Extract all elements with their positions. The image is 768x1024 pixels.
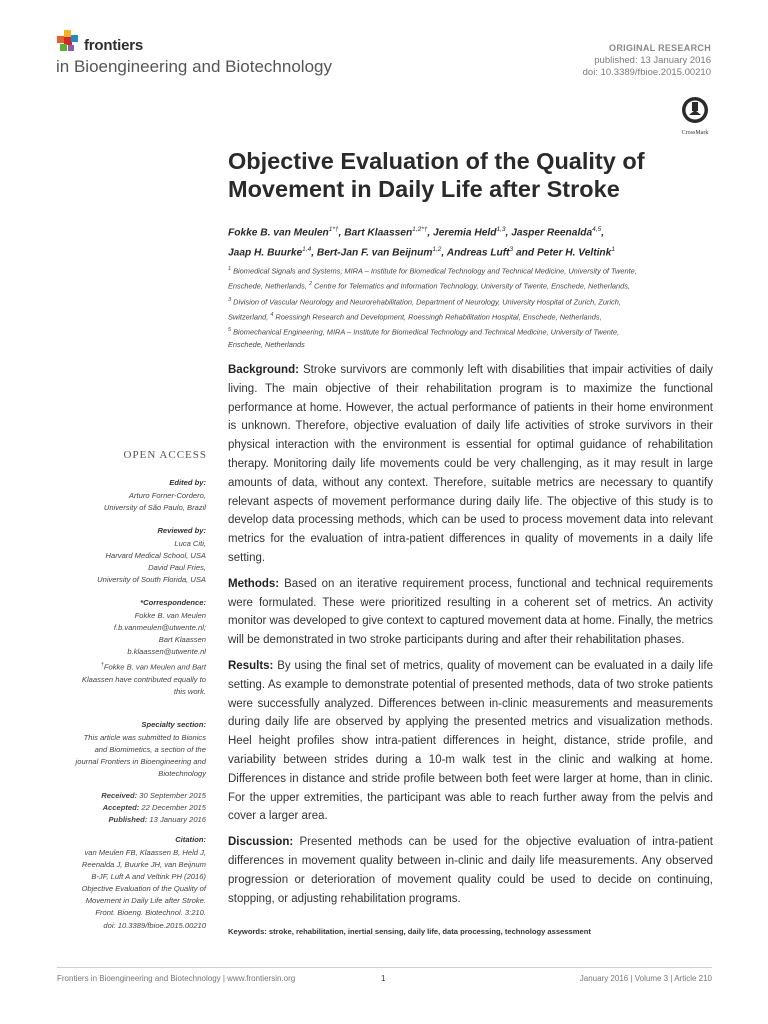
affil-text: Enschede, Netherlands, (228, 281, 309, 291)
footer-divider (57, 967, 712, 968)
section-heading: Background: (228, 364, 299, 376)
affil-text: Biomechanical Engineering, MIRA – Institute for Biomedical Technology and Technical Medicine, University of Twente, (231, 327, 620, 337)
correspondent-name: Bart Klaassen (158, 635, 206, 645)
affiliation-line (228, 324, 718, 339)
published-label: Published: (108, 815, 148, 825)
specialty-line: journal Frontiers in Bioengineering and (75, 757, 206, 767)
abstract-methods (228, 575, 713, 650)
reviewed-by-heading: Reviewed by: (157, 526, 206, 535)
abstract-background (228, 361, 713, 568)
affil-text: Biomedical Signals and Systems, MIRA – Institute for Biomedical Technology and Technical Medicine, University of Twente, (231, 266, 637, 276)
accepted-value: 22 December 2015 (139, 803, 206, 813)
affil-sup: 3 (228, 296, 232, 303)
citation-line: Front. Bioeng. Biotechnol. 3:210. (95, 908, 206, 918)
author-name[interactable]: Bert-Jan F. van Beijnum (316, 247, 433, 259)
affil-sup: 5 (228, 327, 232, 334)
edited-by-text (104, 490, 206, 514)
section-text: Based on an iterative requirement process, functional and technical requirements were formulated. These were prioritized resulting in a coherent set of metrics. An activity monitor was developed to give context to captured movement data at home. Finally, the metrics will be demonstrated in two stroke participants during and after their rehabilitation phases. (228, 577, 713, 647)
doi-link[interactable]: doi: 10.3389/fbioe.2015.00210 (582, 67, 711, 78)
keywords: Keywords: stroke, rehabilitation, inertial sensing, daily life, data processing, technology assessment (228, 927, 591, 936)
journal-name: in Bioengineering and Biotechnology (56, 57, 332, 76)
published-date-side (101, 814, 206, 826)
affiliation-line (228, 278, 718, 293)
note-line: Fokke B. van Meulen and Bart (103, 662, 206, 672)
author-name[interactable]: Jeremia Held (433, 227, 497, 239)
affiliation-line (228, 263, 718, 278)
author-name[interactable]: Jasper Reenalda (511, 227, 593, 239)
author-affil-sup: 1*† (328, 226, 339, 233)
crossmark-badge[interactable] (675, 96, 715, 140)
author-name[interactable]: Peter H. Veltink (536, 247, 612, 259)
article-type: ORIGINAL RESEARCH (609, 43, 711, 53)
equal-contribution-note (82, 659, 206, 698)
specialty-heading: Specialty section: (141, 720, 206, 729)
accepted-label: Accepted: (102, 803, 140, 813)
author-name[interactable]: Andreas Luft (446, 247, 510, 259)
affil-sup: 1 (228, 266, 232, 272)
correspondent-email[interactable]: b.klaassen@utwente.nl (127, 647, 206, 657)
note-line: Klaassen have contributed equally to (81, 674, 206, 684)
correspondence-heading: *Correspondence: (140, 598, 206, 607)
author-sep: , (338, 227, 345, 239)
citation-line: Reenalda J, Buurke JH, van Beijnum (81, 860, 206, 870)
affil-text: Switzerland, (228, 312, 271, 322)
crossmark-icon (681, 96, 709, 124)
note-line: this work. (173, 686, 206, 696)
affiliation-line (228, 339, 718, 352)
author-affil-sup: 1,3 (496, 226, 506, 233)
citation-heading: Citation: (175, 835, 206, 844)
crossmark-label: CrossMark (681, 130, 709, 136)
specialty-line: and Biomimetics, a section of the (94, 745, 206, 755)
correspondent-name: Fokke B. van Meulen (134, 611, 206, 620)
section-heading: Results: (228, 659, 274, 672)
footer-journal-link[interactable]: Frontiers in Bioengineering and Biotechnology | www.frontiersin.org (57, 974, 296, 983)
author-affil-sup: 4,5 (592, 226, 602, 233)
section-text: By using the final set of metrics, quality of movement can be evaluated in a daily life setting. As example to demonstrate potential of presented methods, data of two stroke patients were successfully analyzed. Differences between in-clinic measurements and measurements during daily life are observed by applying the presented metrics and visualization methods. Heel height profiles show intra-patient differences in height, distance, stride profile, and variability between strides during a 10-m walk test in the clinic and walking at home. Differences in distance and stride profile between both feet were larger at home, than in clinic. For the upper extremities, the participant was able to reach further away from the pelvis and cover a larger area. (228, 659, 713, 823)
abstract (228, 361, 713, 915)
article-meta (583, 42, 711, 80)
editor-affiliation: University of São Paulo, Brazil (103, 503, 206, 513)
open-access-label: OPEN ACCESS (123, 449, 207, 461)
author-sep: , (601, 227, 605, 239)
affil-sup: 2 (308, 281, 312, 288)
affil-text: Centre for Telematics and Information Technology, University of Twente, Enschede, Netherlands, (312, 281, 630, 291)
citation-doi[interactable]: doi: 10.3389/fbioe.2015.00210 (103, 920, 206, 930)
received-date (101, 790, 206, 802)
page-number: 1 (381, 974, 386, 983)
correspondence-text (114, 610, 206, 658)
author-sep: , (505, 227, 512, 239)
affiliation-line (228, 309, 718, 324)
title-line: Objective Evaluation of the Quality of (228, 148, 645, 174)
citation-text (81, 847, 206, 932)
affil-text: Roessingh Research and Development, Roessingh Rehabilitation Hospital, Enschede, Netherlands, (273, 312, 602, 322)
author-list (228, 221, 708, 262)
published-date: published: 13 January 2016 (594, 54, 711, 66)
affil-text: Division of Vascular Neurology and Neurorehabilitation, Department of Neurology, University Hospital of Zurich, Zurich, (231, 297, 621, 306)
author-affil-sup: 1,2 (432, 246, 442, 254)
correspondent-email[interactable]: f.b.vanmeulen@utwente.nl; (113, 623, 206, 633)
citation-line: van Meulen FB, Klaassen B, Held J, (84, 848, 206, 857)
author-sep: , (427, 227, 434, 239)
section-text: Presented methods can be used for the objective evaluation of intra-patient differences in movement quality between in-clinic and daily life measurements. Any observed progression or deterioration of movement quality could be used to decide on continuing, stopping, or adjusting rehabilitation programs. (228, 836, 713, 905)
citation-line: Objective Evaluation of the Quality of (81, 884, 206, 894)
affil-sup: 4 (270, 311, 274, 318)
author-affil-sup: 1,4 (302, 246, 312, 254)
affiliation-line (228, 294, 718, 309)
frontiers-logo-icon (56, 30, 80, 56)
abstract-discussion (228, 833, 713, 908)
abstract-results (228, 657, 713, 826)
specialty-line: This article was submitted to Bionics (83, 733, 206, 742)
title-line: Movement in Daily Life after Stroke (228, 176, 620, 202)
author-sep: , (441, 247, 447, 259)
published-value: 13 January 2016 (147, 815, 206, 825)
author-sep: , (311, 247, 317, 259)
affiliations (228, 263, 718, 352)
specialty-line: Biotechnology (158, 769, 206, 779)
citation-line: B-JF, Luft A and Veltink PH (2016) (91, 872, 206, 882)
dates-block (101, 790, 206, 826)
section-heading: Methods: (228, 577, 280, 590)
author-affil-sup: 1,2*† (412, 226, 428, 233)
section-text: Stroke survivors are commonly left with disabilities that impair activities of daily living. The main objective of their rehabilitation program is to maximize the functional performance at home. However, the actual performance of patients in their home environment is unknown. Therefore, objective evaluation of daily life activities of stroke survivors in their physical interaction with the environment is essential for optimal guidance of rehabilitation therapy. Monitoring daily life movements could be very challenging, as it may result in large amounts of data, without any context. Therefore, suitable metrics are necessary to quantify relevant aspects of movement performance during daily life. The objective of this study is to develop data processing methods, which can be used to process movement data into relevant metrics for the evaluation of intra-patient differences in quality of movements in a daily life setting. (228, 364, 713, 564)
edited-by-heading: Edited by: (169, 478, 206, 487)
reviewer-affiliation: Harvard Medical School, USA (105, 551, 206, 561)
reviewer-name: Luca Citi, (174, 539, 206, 548)
author-name[interactable]: Bart Klaassen (344, 227, 413, 239)
section-heading: Discussion: (228, 836, 294, 849)
received-value: 30 September 2015 (137, 791, 206, 800)
received-label: Received: (101, 791, 138, 800)
specialty-text (76, 732, 206, 780)
reviewed-by-text (97, 538, 206, 586)
author-name[interactable]: Fokke B. van Meulen (228, 227, 329, 239)
editor-name: Arturo Forner-Cordero, (128, 491, 206, 500)
affil-text: Enschede, Netherlands (228, 340, 305, 350)
dagger-sup: † (100, 662, 104, 668)
brand-name: frontiers (84, 37, 144, 54)
citation-line: Movement in Daily Life after Stroke. (85, 896, 206, 906)
footer-issue-info: January 2016 | Volume 3 | Article 210 (579, 974, 712, 983)
author-sep: and (513, 247, 537, 259)
author-affil-sup: 3 (509, 246, 514, 254)
reviewer-name: David Paul Fries, (148, 563, 206, 573)
article-title (228, 147, 728, 203)
author-name[interactable]: Jaap H. Buurke (228, 247, 303, 259)
author-affil-sup: 1 (611, 246, 615, 254)
accepted-date (101, 802, 206, 814)
reviewer-affiliation: University of South Florida, USA (97, 575, 206, 585)
